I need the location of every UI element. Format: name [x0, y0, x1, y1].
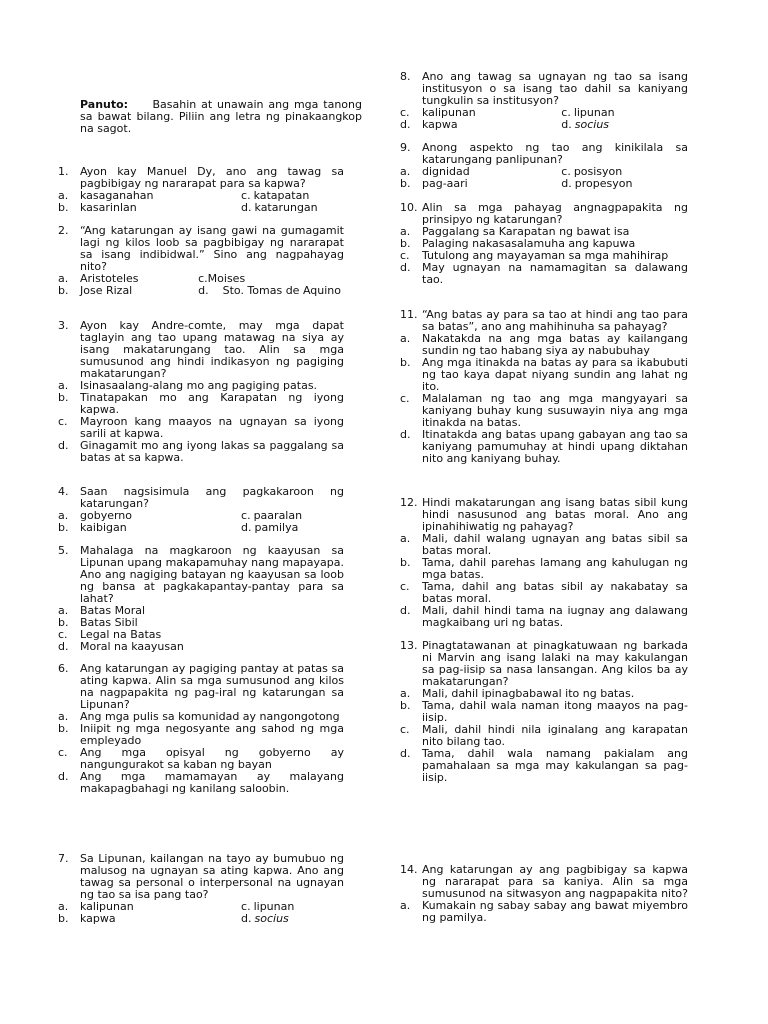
option-text: Ang mga pulis sa komunidad ay nangongotong	[80, 710, 340, 723]
question-text: Sa Lipunan, kailangan na tayo ay bumubuo ng malusog na ugnayan sa ating kapwa. Ano ang tawag sa personal o interpersonal na ugnayan ng tao sa isa pang tao?	[80, 852, 344, 901]
option-text: paaralan	[253, 509, 303, 522]
option-text: Legal na Batas	[80, 628, 162, 641]
option-letter: a.	[400, 532, 411, 545]
option-text: Jose Rizal	[80, 284, 133, 297]
option-text: kalipunan	[422, 106, 476, 119]
option-letter: d.	[400, 604, 411, 617]
option-letter: b.	[400, 177, 411, 190]
option-text: Batas Sibil	[80, 616, 138, 629]
option-text: Kumakain ng sabay sabay ang bawat miyembro ng pamilya.	[422, 899, 688, 924]
option-text: Mali, dahil hindi tama na iugnay ang dalawang magkaibang uri ng batas.	[422, 604, 688, 629]
question-11	[400, 309, 688, 465]
question-1	[58, 166, 344, 214]
question-number: 10.	[400, 201, 418, 214]
option-text: Tinatapakan mo ang Karapatan ng iyong kapwa.	[80, 391, 344, 416]
option-letter: a.	[58, 272, 69, 285]
question-number: 7.	[58, 852, 69, 865]
option-letter: b.	[58, 284, 69, 297]
option-text: Ang mga mamamayan ay malayang makapagbahagi ng kanilang saloobin.	[80, 770, 344, 795]
option-letter: b.	[400, 699, 411, 712]
option-text: propesyon	[574, 177, 633, 190]
option-text: Ginagamit mo ang iyong lakas sa paggalang sa batas at sa kapwa.	[80, 439, 344, 464]
question-2	[58, 225, 344, 297]
question-14	[400, 864, 688, 924]
option-letter: c.	[400, 392, 410, 405]
option-text: Paggalang sa Karapatan ng bawat isa	[422, 225, 630, 238]
option-text: kasaganahan	[80, 189, 154, 202]
question-13	[400, 640, 688, 784]
question-number: 3.	[58, 319, 69, 332]
question-number: 9.	[400, 141, 411, 154]
option-letter: d.	[198, 284, 209, 297]
option-letter: d.	[561, 177, 572, 190]
option-text: Malalaman ng tao ang mga mangyayari sa kaniyang buhay kung susuwayin niya ang mga itinakda na batas.	[422, 392, 688, 429]
option-letter: a.	[58, 900, 69, 913]
question-text: “Ang batas ay para sa tao at hindi ang tao para sa batas”, ano ang mahihinuha sa pahayag?	[422, 308, 688, 333]
option-text: Tutulong ang mayayaman sa mga mahihirap	[422, 249, 669, 262]
question-text: Hindi makatarungan ang isang batas sibil kung hindi nasusunod ang batas moral. Ano ang ipinahihiwatig ng pahayag?	[422, 496, 688, 533]
option-text: pamilya	[254, 521, 299, 534]
option-text: socius	[574, 118, 610, 131]
question-10	[400, 202, 688, 286]
question-number: 2.	[58, 224, 69, 237]
option-text: katarungan	[254, 201, 318, 214]
option-letter: d.	[58, 640, 69, 653]
question-7	[58, 853, 344, 925]
option-text: lipunan	[253, 900, 295, 913]
option-letter: b.	[58, 616, 69, 629]
instructions-text: Basahin at unawain ang mga tanong sa bawat bilang. Piliin ang letra ng pinakaangkop na sagot.	[80, 98, 362, 135]
question-text: “Ang katarungan ay isang gawi na gumagamit lagi ng kilos loob sa pagbibigay ng nararapat sa isang indibidwal.” Sino ang nagpahayag nito?	[80, 224, 344, 273]
option-text: Sto. Tomas de Aquino	[222, 284, 341, 297]
option-letter: a.	[400, 332, 411, 345]
option-letter: d.	[241, 201, 252, 214]
question-text: Saan nagsisimula ang pagkakaroon ng katarungan?	[80, 485, 344, 510]
option-letter: a.	[58, 509, 69, 522]
question-text: Alin sa mga pahayag angnagpapakita ng prinsipyo ng katarungan?	[422, 201, 688, 226]
option-text: kasarinlan	[80, 201, 137, 214]
question-text: Ayon kay Manuel Dy, ano ang tawag sa pagbibigay ng nararapat para sa kapwa?	[80, 165, 344, 190]
option-letter: a.	[400, 225, 411, 238]
option-text: Tama, dahil parehas lamang ang kahulugan ng mga batas.	[422, 556, 688, 581]
option-text: Palaging nakasasalamuha ang kapuwa	[422, 237, 636, 250]
option-letter: b.	[400, 356, 411, 369]
option-letter: d.	[58, 770, 69, 783]
option-letter: c.	[400, 723, 410, 736]
option-text: Mali, dahil hindi nila iginalang ang karapatan nito bilang tao.	[422, 723, 688, 748]
option-letter: d.	[400, 261, 411, 274]
question-number: 4.	[58, 485, 69, 498]
option-text: Iniipit ng mga negosyante ang sahod ng mga empleyado	[80, 722, 344, 747]
option-letter: b.	[400, 556, 411, 569]
instructions	[80, 99, 362, 135]
option-text: gobyerno	[80, 509, 133, 522]
option-letter: a.	[400, 165, 411, 178]
option-letter: c.	[400, 106, 410, 119]
option-letter: c.	[400, 249, 410, 262]
option-text: May ugnayan na namamagitan sa dalawang tao.	[422, 261, 688, 286]
option-text: Moral na kaayusan	[80, 640, 184, 653]
question-text: Ayon kay Andre-comte, may mga dapat taglayin ang tao upang matawag na siya ay isang makatarungang tao. Alin sa mga sumusunod ang hindi indikasyon ng pagiging makatarungan?	[80, 319, 344, 380]
question-text: Anong aspekto ng tao ang kinikilala sa katarungang panlipunan?	[422, 141, 688, 166]
question-4	[58, 486, 344, 534]
option-letter: a.	[58, 189, 69, 202]
question-number: 8.	[400, 70, 411, 83]
option-text: Isinasaalang-alang mo ang pagiging patas.	[80, 379, 318, 392]
option-text: Mayroon kang maayos na ugnayan sa iyong sarili at kapwa.	[80, 415, 344, 440]
option-letter: c.	[58, 415, 68, 428]
option-letter: b.	[58, 912, 69, 925]
option-text: Tama, dahil ang batas sibil ay nakabatay sa batas moral.	[422, 580, 688, 605]
option-text: Tama, dahil wala namang pakialam ang pamahalaan sa mga may kakulangan sa pag-iisip.	[422, 747, 688, 784]
option-letter: c.	[561, 165, 571, 178]
option-letter: a.	[58, 604, 69, 617]
option-letter: b.	[58, 722, 69, 735]
option-letter: c.	[241, 189, 251, 202]
option-letter: c.	[58, 628, 68, 641]
option-text: kaibigan	[80, 521, 127, 534]
question-3	[58, 320, 344, 464]
option-letter: a.	[400, 687, 411, 700]
option-text: Ang mga itinakda na batas ay para sa ikabubuti ng tao kaya dapat niyang sundin ang lahat ng ito.	[422, 356, 688, 393]
option-text: kapwa	[80, 912, 116, 925]
question-text: Pinagtatawanan at pinagkatuwaan ng barkada ni Marvin ang isang lalaki na may kakulangan sa pag-iisip sa nasa lansangan. Ang kilos ba ay makatarungan?	[422, 639, 688, 688]
option-letter: a.	[58, 379, 69, 392]
option-letter: b.	[400, 237, 411, 250]
instructions-label: Panuto:	[80, 98, 129, 111]
option-text: kapwa	[422, 118, 458, 131]
question-number: 14.	[400, 863, 418, 876]
question-5	[58, 545, 344, 653]
option-text: Mali, dahil ipinagbabawal ito ng batas.	[422, 687, 635, 700]
option-letter: d.	[561, 118, 572, 131]
question-number: 1.	[58, 165, 69, 178]
option-letter: b.	[58, 201, 69, 214]
question-number: 6.	[58, 662, 69, 675]
option-letter: c.	[561, 106, 571, 119]
option-letter: a.	[58, 710, 69, 723]
option-text: Itinatakda ang batas upang gabayan ang tao sa kaniyang pamumuhay at hindi upang diktahan nito ang kaniyang buhay.	[422, 428, 688, 465]
question-number: 12.	[400, 496, 418, 509]
option-letter: c.	[241, 509, 251, 522]
question-text: Mahalaga na magkaroon ng kaayusan sa Lipunan upang makapamuhay nang mapayapa. Ano ang nagiging batayan ng kaayusan sa loob ng bansa at pagkakapantay-pantay para sa lahat?	[80, 544, 344, 605]
option-text: socius	[254, 912, 289, 925]
option-text: Nakatakda na ang mga batas ay kailangang sundin ng tao habang siya ay nabubuhay	[422, 332, 688, 357]
option-text: katapatan	[253, 189, 310, 202]
option-letter: d.	[241, 912, 252, 925]
option-text: Ang mga opisyal ng gobyerno ay nangungurakot sa kaban ng bayan	[80, 746, 344, 771]
question-number: 13.	[400, 639, 418, 652]
option-letter: d.	[400, 747, 411, 760]
option-text: Moises	[207, 272, 246, 285]
question-8	[400, 71, 688, 131]
option-letter: b.	[58, 391, 69, 404]
option-letter: c.	[400, 580, 410, 593]
option-text: Tama, dahil wala naman itong maayos na pag-iisip.	[422, 699, 688, 724]
option-letter: d.	[400, 428, 411, 441]
option-letter: a.	[400, 899, 411, 912]
question-text: Ano ang tawag sa ugnayan ng tao sa isang institusyon o sa isang tao dahil sa kaniyang tungkulin sa institusyon?	[422, 70, 688, 107]
question-text: Ang katarungan ay ang pagbibigay sa kapwa ng nararapat para sa kaniya. Alin sa mga sumusunod na sitwasyon ang nagpapakita nito?	[422, 863, 688, 900]
question-9	[400, 142, 688, 190]
option-letter: d.	[58, 439, 69, 452]
question-number: 11.	[400, 308, 418, 321]
option-text: pag-aari	[422, 177, 468, 190]
option-text: lipunan	[573, 106, 615, 119]
option-letter: c.	[58, 746, 68, 759]
option-letter: b.	[58, 521, 69, 534]
option-letter: d.	[400, 118, 411, 131]
question-6	[58, 663, 344, 795]
option-letter: c.	[198, 272, 208, 285]
question-12	[400, 497, 688, 629]
option-text: dignidad	[422, 165, 470, 178]
option-letter: c.	[241, 900, 251, 913]
option-letter: d.	[241, 521, 252, 534]
question-number: 5.	[58, 544, 69, 557]
option-text: Aristoteles	[80, 272, 139, 285]
option-text: Mali, dahil walang ugnayan ang batas sibil sa batas moral.	[422, 532, 688, 557]
question-text: Ang katarungan ay pagiging pantay at patas sa ating kapwa. Alin sa mga sumusunod ang kilos na nagpapakita ng pag-iral ng katarungan sa Lipunan?	[80, 662, 344, 711]
option-text: kalipunan	[80, 900, 134, 913]
option-text: posisyon	[573, 165, 623, 178]
option-text: Batas Moral	[80, 604, 146, 617]
